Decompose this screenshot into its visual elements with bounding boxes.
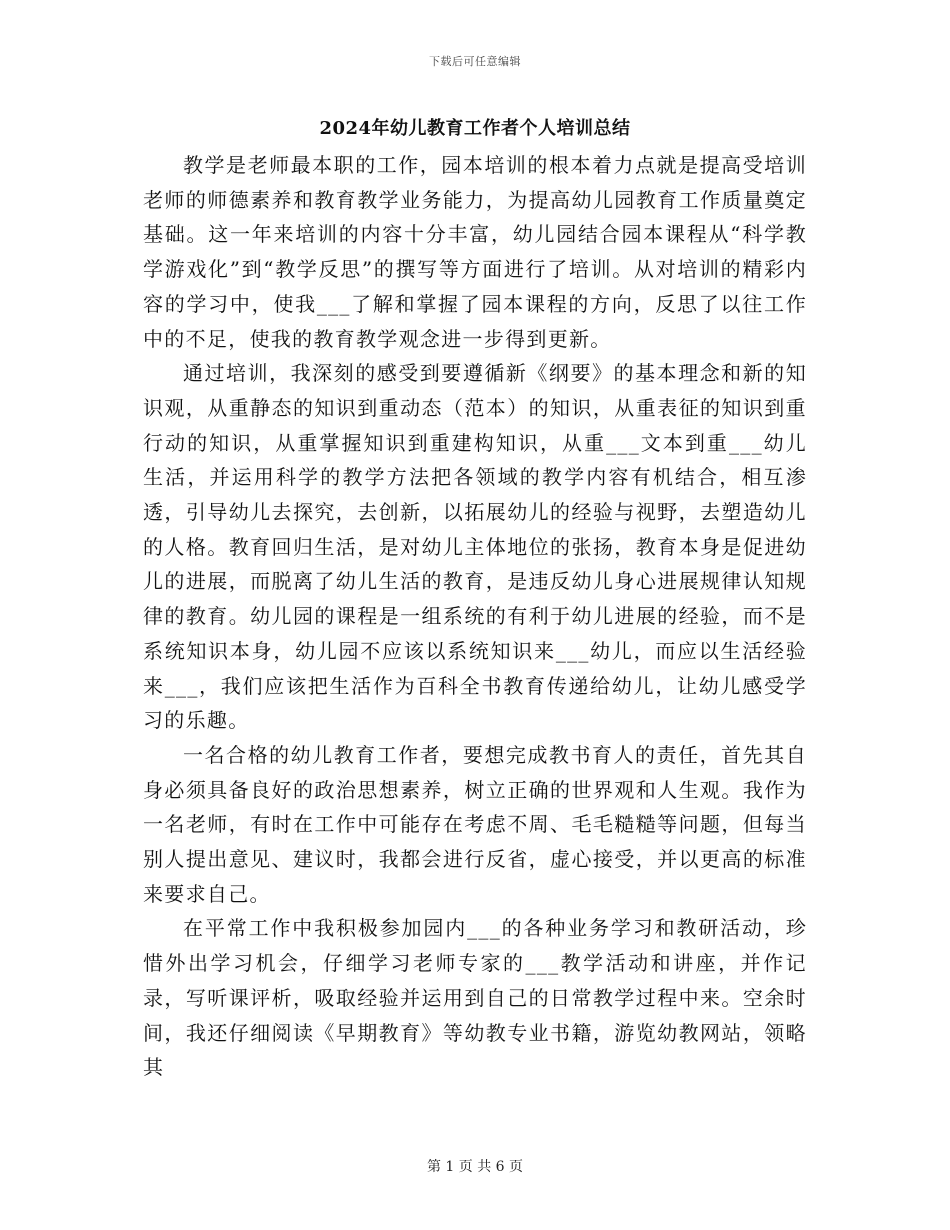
paragraph-4: 在平常工作中我积极参加园内___的各种业务学习和教研活动，珍惜外出学习机会，仔细学习老师专家的___教学活动和讲座，并作记录，写听课评析，吸取经验并运用到自己的日常教学过程中来。空余时间，我还仔细阅读《早期教育》等幼教专业书籍，游览幼教网站，领略其: [143, 916, 807, 1080]
paragraph-1: 教学是老师最本职的工作，园本培训的根本着力点就是提高受培训老师的师德素养和教育教学业务能力，为提高幼儿园教育工作质量奠定基础。这一年来培训的内容十分丰富，幼儿园结合园本课程从“科学教学游戏化”到“教学反思”的撰写等方面进行了培训。从对培训的精彩内容的学习中，使我___了解和掌握了园本课程的方向，反思了以往工作中的不足，使我的教育教学观念进一步得到更新。: [143, 153, 807, 351]
page-number-footer: 第 1 页 共 6 页: [426, 1159, 524, 1175]
paragraph-2: 通过培训，我深刻的感受到要遵循新《纲要》的基本理念和新的知识观，从重静态的知识到重动态（范本）的知识，从重表征的知识到重行动的知识，从重掌握知识到重建构知识，从重___文本到重___幼儿生活，并运用科学的教学方法把各领域的教学内容有机结合，相互渗透，引导幼儿去探究，去创新，以拓展幼儿的经验与视野，去塑造幼儿的人格。教育回归生活，是对幼儿主体地位的张扬，教育本身是促进幼儿的进展，而脱离了幼儿生活的教育，是违反幼儿身心进展规律认知规律的教育。幼儿园的课程是一组系统的有利于幼儿进展的经验，而不是系统知识本身，幼儿园不应该以系统知识来___幼儿，而应以生活经验来___，我们应该把生活作为百科全书教育传递给幼儿，让幼儿感受学习的乐趣。: [143, 361, 807, 733]
paragraph-3: 一名合格的幼儿教育工作者，要想完成教书育人的责任，首先其自身必须具备良好的政治思想素养，树立正确的世界观和人生观。我作为一名老师，有时在工作中可能存在考虑不周、毛毛糙糙等问题，但每当别人提出意见、建议时，我都会进行反省，虚心接受，并以更高的标准来要求自己。: [143, 742, 807, 906]
header-note: 下载后可任意编辑: [429, 55, 521, 68]
document-body: [143, 148, 807, 1085]
document-title: 2024年幼儿教育工作者个人培训总结: [319, 118, 631, 139]
